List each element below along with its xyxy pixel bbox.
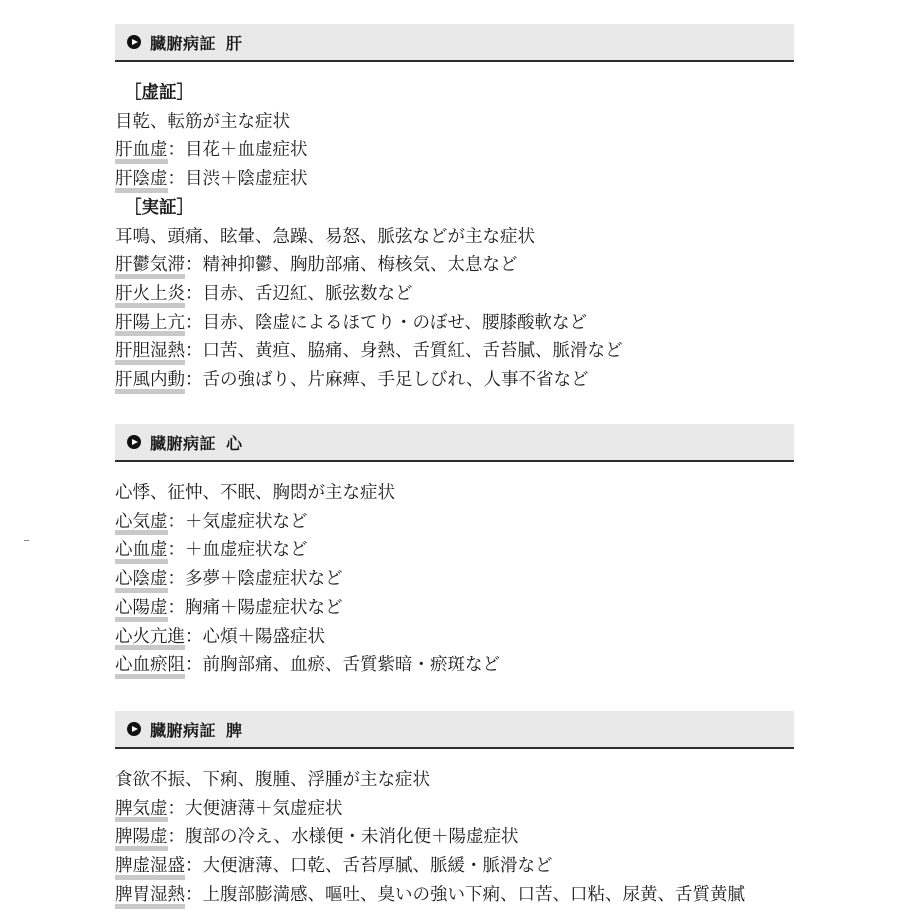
pattern-description: ：大便溏薄＋気虚症状: [167, 798, 343, 819]
pattern-term: 心陰虚: [115, 565, 168, 594]
section-body: [115, 462, 794, 680]
pattern-description: ：心煩＋陽盛症状: [185, 626, 325, 647]
pattern-term: 脾虚湿盛: [115, 852, 185, 881]
pattern-line: [115, 852, 794, 881]
section-body: [115, 62, 794, 395]
pattern-term: 心陽虚: [115, 594, 168, 623]
pattern-term: 心血瘀阻: [115, 651, 185, 680]
pattern-term: 心火亢進: [115, 623, 185, 652]
pattern-description: ：目渋＋陰虚症状: [167, 169, 308, 190]
pattern-line: [115, 594, 794, 623]
subheading-deficiency: ［虚証］: [124, 83, 194, 103]
pattern-description: ：口苦、黄疸、脇痛、身熱、舌質紅、舌苔膩、脈滑など: [185, 341, 623, 362]
summary-line: 心悸、征忡、不眠、胸悶が主な症状: [115, 483, 395, 503]
section-title: 臓腑病証 肝: [150, 33, 243, 53]
pattern-term: 心気虚: [115, 508, 168, 537]
pattern-line: [115, 309, 794, 338]
section-title: 臓腑病証 脾: [150, 720, 243, 740]
pattern-line: [115, 795, 794, 824]
pattern-description: ：＋気虚症状など: [167, 511, 308, 532]
section-liver: [115, 24, 794, 395]
pattern-line: [115, 136, 794, 165]
pattern-description: ：目花＋血虚症状: [167, 140, 308, 161]
pattern-description: ：上腹部膨満感、嘔吐、臭いの強い下痢、口苦、口粘、尿黄、舌質黄膩: [185, 884, 745, 905]
summary-line: 耳鳴、頭痛、眩暈、急躁、易怒、脈弦などが主な症状: [115, 226, 535, 247]
pattern-description: ：胸痛＋陽虚症状など: [167, 597, 343, 618]
section-title: 臓腑病証 心: [150, 433, 243, 453]
pattern-line: [115, 565, 794, 594]
pattern-description: ：目赤、舌辺紅、脈弦数など: [185, 283, 413, 304]
section-header: [115, 711, 794, 749]
pattern-term: 脾陽虚: [115, 823, 168, 852]
pattern-description: ：多夢＋陰虚症状など: [167, 569, 343, 590]
pattern-term: 肝陰虚: [115, 165, 168, 194]
pattern-line: [115, 251, 794, 280]
section-spleen: [115, 711, 794, 910]
pattern-line: [115, 508, 794, 537]
section-heart: [115, 424, 794, 680]
play-circle-icon: [127, 35, 141, 49]
pattern-line: [115, 337, 794, 366]
pattern-description: ：大便溏薄、口乾、舌苔厚膩、脈緩・脈滑など: [185, 856, 553, 877]
pattern-term: 肝胆湿熱: [115, 337, 185, 366]
pattern-line: [115, 823, 794, 852]
pattern-term: 肝風内動: [115, 366, 185, 395]
pattern-term: 肝陽上亢: [115, 309, 185, 338]
pattern-line: [115, 366, 794, 395]
summary-line: 食欲不振、下痢、腹腫、浮腫が主な症状: [115, 770, 430, 790]
stray-mark: [24, 540, 29, 541]
pattern-description: ：舌の強ばり、片麻痺、手足しびれ、人事不省など: [185, 370, 589, 391]
pattern-description: ：＋血虚症状など: [167, 540, 308, 561]
pattern-term: 脾気虚: [115, 795, 168, 824]
play-circle-icon: [127, 722, 141, 736]
subheading-excess: ［実証］: [124, 197, 194, 218]
section-header: [115, 424, 794, 462]
play-circle-icon: [127, 435, 141, 449]
pattern-term: 肝鬱気滞: [115, 251, 185, 280]
pattern-line: [115, 536, 794, 565]
pattern-term: 心血虚: [115, 536, 168, 565]
pattern-description: ：腹部の冷え、水様便・未消化便＋陽虚症状: [167, 827, 519, 848]
pattern-term: 脾胃湿熱: [115, 881, 185, 910]
pattern-line: [115, 165, 794, 194]
pattern-line: [115, 280, 794, 309]
pattern-description: ：前胸部痛、血瘀、舌質紫暗・瘀斑など: [185, 655, 500, 676]
section-header: [115, 24, 794, 62]
pattern-line: [115, 623, 794, 652]
pattern-description: ：精神抑鬱、胸肋部痛、梅核気、太息など: [185, 255, 518, 276]
pattern-description: ：目赤、陰虚によるほてり・のぼせ、腰膝酸軟など: [185, 312, 587, 333]
pattern-term: 肝血虚: [115, 136, 168, 165]
pattern-line: [115, 881, 794, 910]
section-body: [115, 749, 794, 910]
summary-line: 目乾、転筋が主な症状: [115, 111, 290, 132]
pattern-term: 肝火上炎: [115, 280, 185, 309]
pattern-line: [115, 651, 794, 680]
